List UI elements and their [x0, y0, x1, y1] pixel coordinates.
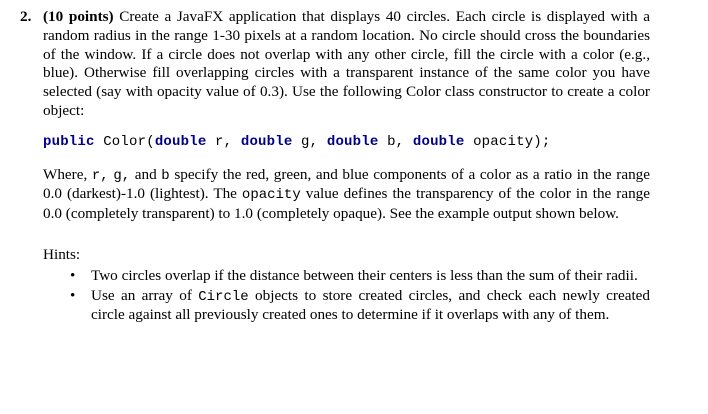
code-keyword-public: public — [43, 133, 95, 150]
bullet-icon: • — [70, 266, 76, 284]
hints-label: Hints: — [43, 245, 81, 263]
hints-section — [43, 246, 650, 325]
code-text: g, — [292, 133, 327, 150]
hints-list — [43, 267, 650, 325]
explanation-paragraph — [43, 166, 650, 224]
para-text: Where, — [43, 165, 92, 183]
document-page — [20, 8, 650, 325]
para-text: specify the red, green, and blue components of a color as a ratio in the range 0.0 (darkest)-1.0 (lightest). The — [43, 165, 651, 203]
inline-code: opacity — [241, 187, 301, 204]
para-text: and — [130, 165, 162, 183]
inline-code: Circle — [198, 288, 249, 305]
question-text — [43, 8, 650, 121]
question-number: 2. — [20, 8, 32, 25]
code-keyword-double: double — [326, 133, 379, 150]
code-text: opacity); — [464, 133, 551, 150]
code-keyword-double: double — [240, 133, 293, 150]
inline-code: b — [161, 167, 170, 184]
hint-text: objects to store created circles, and check each newly created circle against all previously created ones to determine if it overlaps with any of them. — [91, 286, 650, 324]
hint-text: Two circles overlap if the distance between their centers is less than the sum of their radii. — [91, 266, 638, 284]
code-keyword-double: double — [154, 133, 207, 150]
inline-code: g, — [113, 167, 131, 184]
code-text: b, — [378, 133, 413, 150]
question-points: (10 points) — [43, 8, 114, 25]
code-keyword-double: double — [412, 133, 465, 150]
para-text: value defines the transparency of the color in the range 0.0 (completely transparent) to 1.0 (completely opaque). See the example output shown below. — [43, 185, 651, 223]
question-body: Create a JavaFX application that displays 40 circles. Each circle is displayed with a random radius in the range 1-30 pixels at a random location. No circle should cross the boundaries of the window. If a circle does not overlap with any other circle, fill the circle with a color (e.g., blue). Otherwise fill overlapping circles with a transparent instance of the same color you have selected (say with opacity value of 0.3). Use the following Color class constructor to create a color object: — [43, 8, 650, 119]
list-item — [43, 267, 650, 286]
bullet-icon: • — [70, 286, 76, 304]
code-text: r, — [206, 133, 241, 150]
list-item — [43, 287, 650, 326]
hint-text: Use an array of — [91, 286, 199, 304]
inline-code: r, — [91, 167, 109, 184]
code-line — [43, 133, 650, 152]
code-text: Color( — [94, 133, 155, 150]
